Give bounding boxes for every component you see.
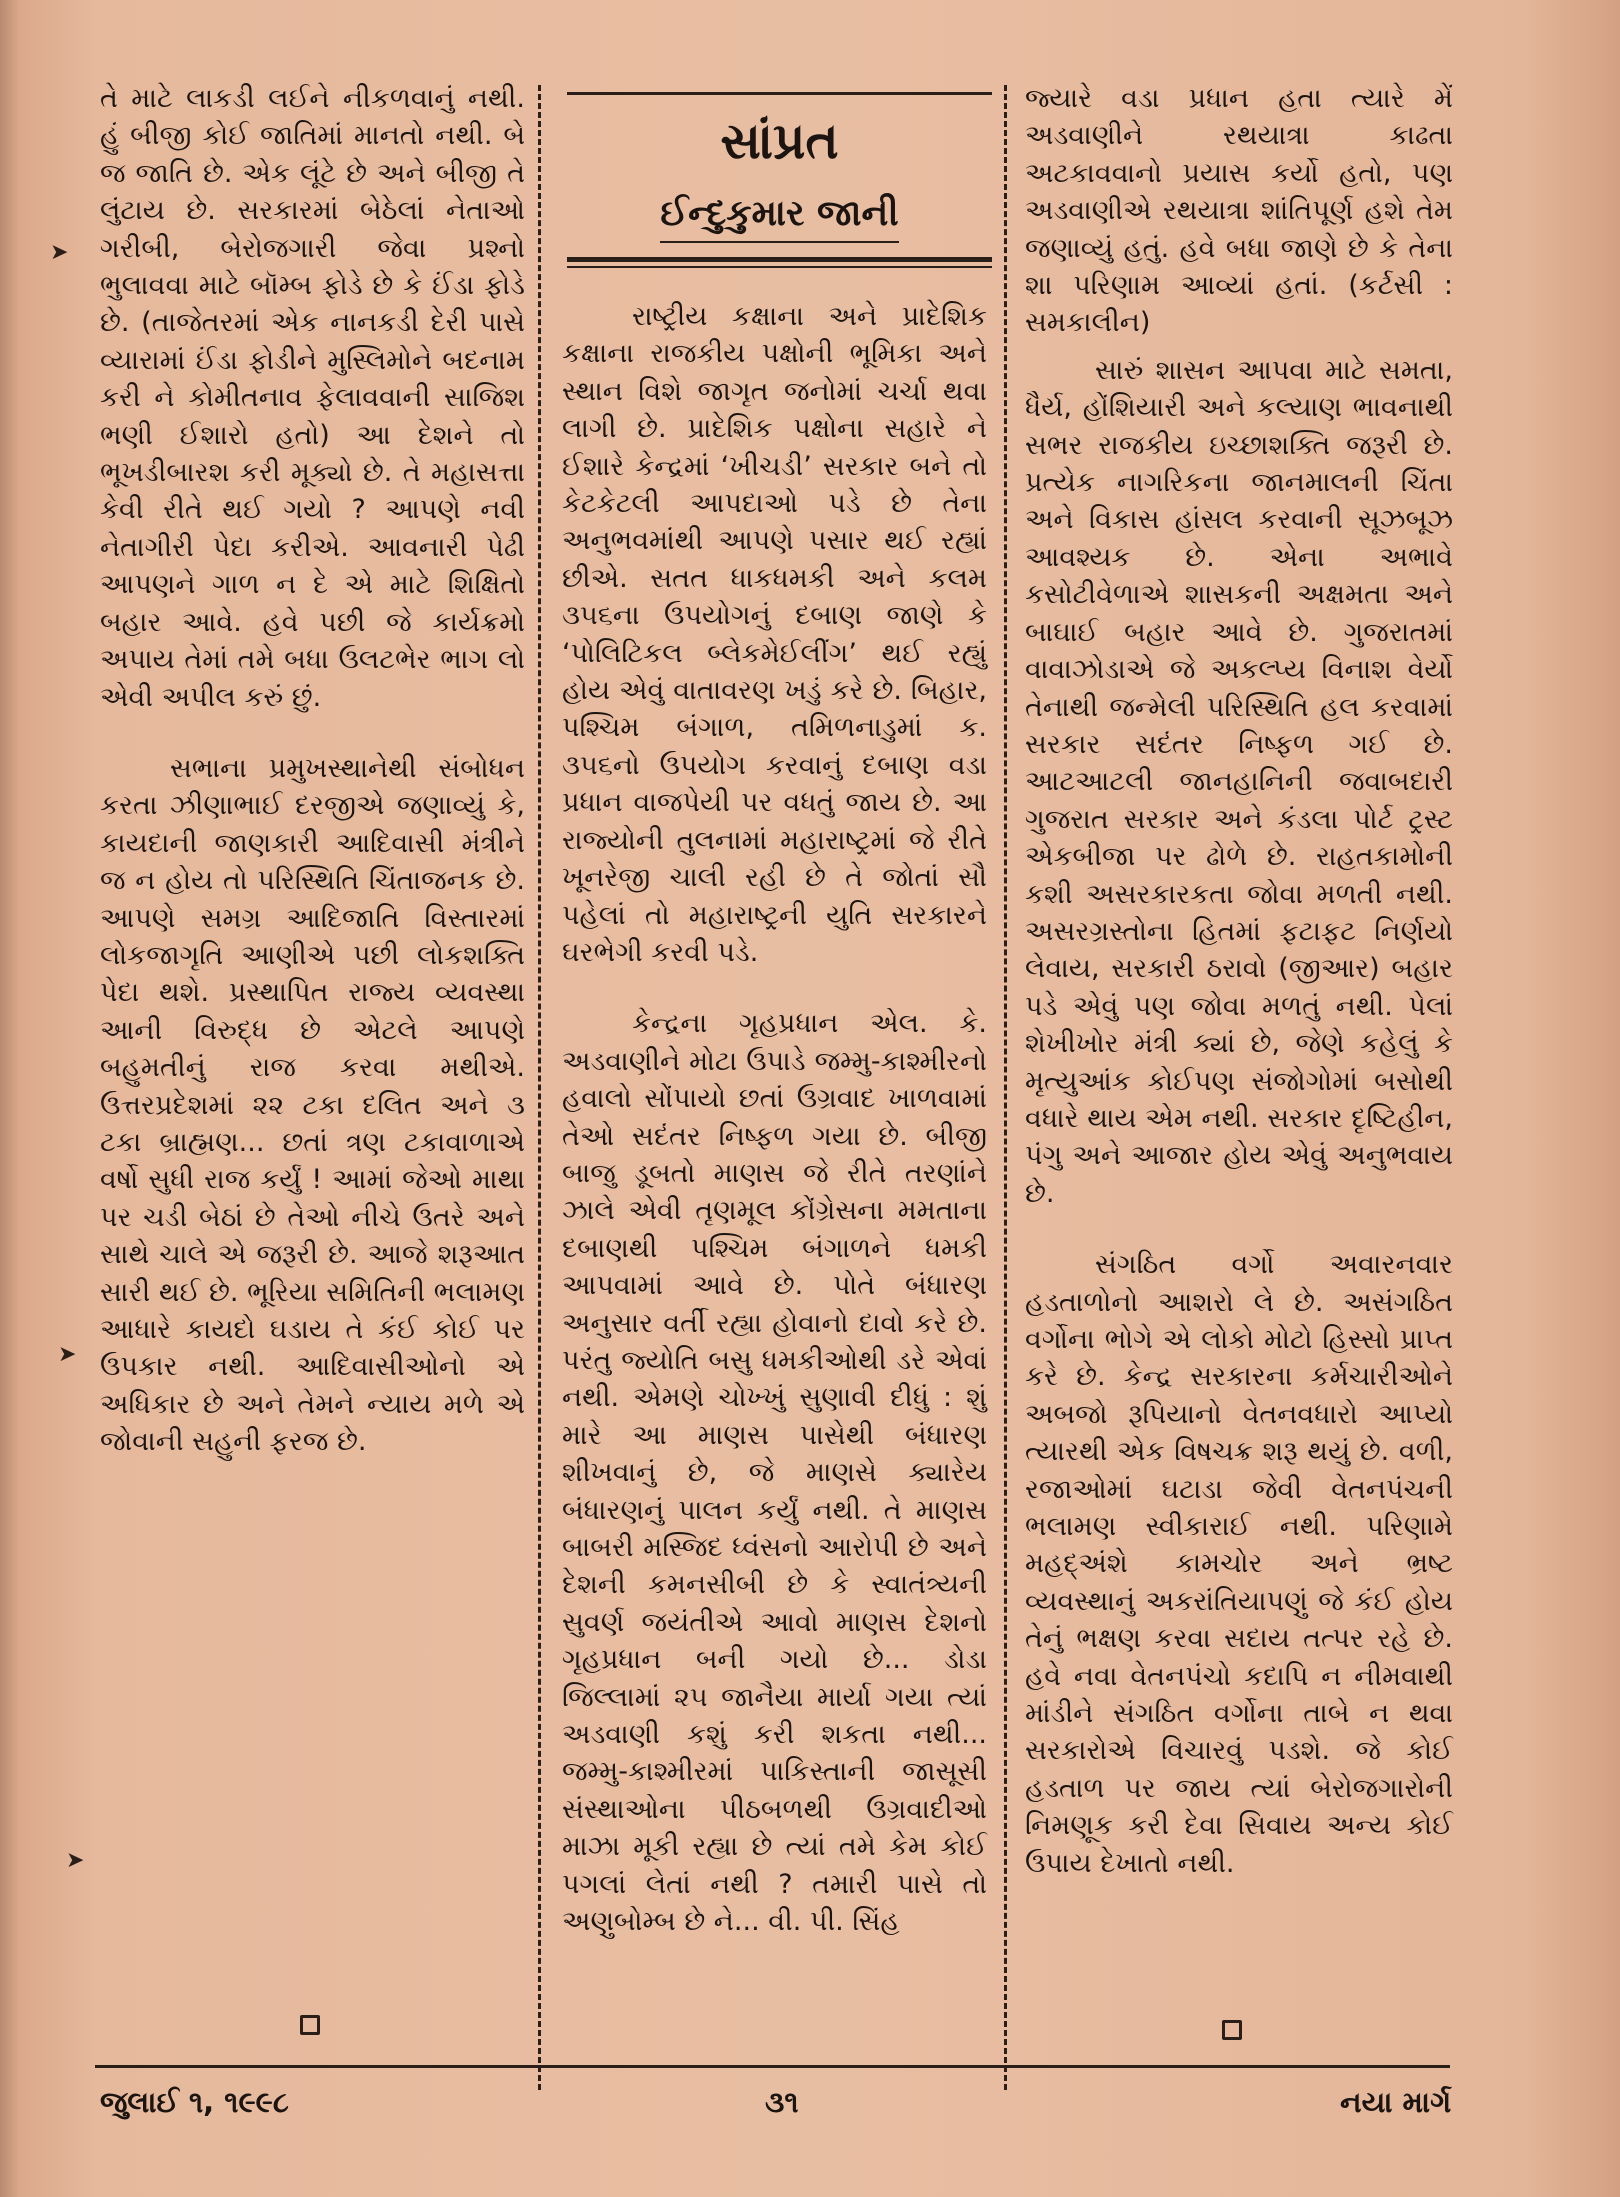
col2-paragraph-1: રાષ્ટ્રીય કક્ષાના અને પ્રાદેશિક કક્ષાના રાજકીય પક્ષોની ભૂમિકા અને સ્થાન વિશે જાગૃત જનોમાં ચર્ચા થવા લાગી છે. પ્રાદેશિક પક્ષોના સહારે ને ઈશારે કેન્દ્રમાં ‘ખીચડી’ સરકાર બને તો કેટકેટલી આપદાઓ પડે છે તેના અનુભવમાંથી આપણે પસાર થઈ રહ્યાં છીએ. સતત ધાકધમકી અને કલમ ૩૫૬ના ઉપયોગનું દબાણ જાણે કે ‘પોલિટિકલ બ્લેકમેઈલીંગ’ થઈ રહ્યું હોય એવું વાતાવરણ ખડું કરે છે. બિહાર, પશ્ચિમ બંગાળ, તમિળનાડુમાં ક. ૩૫૬નો ઉપયોગ કરવાનું દબાણ વડા પ્રધાન વાજપેયી પર વધતું જાય છે. આ રાજ્યોની તુલનામાં મહારાષ્ટ્રમાં જે રીતે ખૂનરેજી ચાલી રહી છે તે જોતાં સૌ પહેલાં તો મહારાષ્ટ્રની યુતિ સરકારને ઘરભેગી કરવી પડે. (562, 301, 987, 968)
margin-arrow-icon: ➤ (66, 1848, 85, 1873)
page-left-edge (0, 0, 18, 2197)
column-1 (100, 80, 525, 1461)
article-end-square-icon (1222, 2020, 1242, 2040)
column-title: સાંપ્રત (720, 112, 839, 170)
masthead-rule (567, 257, 992, 268)
author-name: ઈન્દુકુમાર જાની (660, 191, 898, 243)
page-number: ૩૧ (765, 2085, 799, 2119)
col3-paragraph-3: સંગઠિત વર્ગો અવારનવાર હડતાળોનો આશરો લે છે. અસંગઠિત વર્ગોના ભોગે એ લોકો મોટો હિસ્સો પ્રાપ્ત કરે છે. કેન્દ્ર સરકારના કર્મચારીઓને અબજો રૂપિયાનો વેતનવધારો આપ્યો ત્યારથી એક વિષચક્ર શરૂ થયું છે. વળી, રજાઓમાં ઘટાડા જેવી વેતનપંચની ભલામણ સ્વીકારાઈ નથી. પરિણામે મહદ્અંશે કામચોર અને ભ્રષ્ટ વ્યવસ્થાનું અકરાંતિયાપણું જે કંઈ હોય તેનું ભક્ષણ કરવા સદાય તત્પર રહે છે. હવે નવા વેતનપંચો કદાપિ ન નીમવાથી માંડીને સંગઠિત વર્ગોના તાબે ન થવા સરકારોએ વિચારવું પડશે. જે કોઈ હડતાળ પર જાય ત્યાં બેરોજગારોની નિમણૂક કરી દેવા સિવાય અન્ય કોઈ ઉપાય દેખાતો નથી. (1025, 1249, 1453, 1879)
column-divider-2 (1004, 85, 1007, 2090)
issue-date: જુલાઈ ૧, ૧૯૯૮ (100, 2085, 289, 2119)
column-masthead (567, 92, 992, 268)
col3-paragraph-1: જ્યારે વડા પ્રધાન હતા ત્યારે મેં અડવાણીને રથયાત્રા કાઢતા અટકાવવાનો પ્રયાસ કર્યો હતો, પણ અડવાણીએ રથયાત્રા શાંતિપૂર્ણ હશે તેમ જણાવ્યું હતું. હવે બધા જાણે છે કે તેના શા પરિણામ આવ્યાં હતાં. (કર્ટસી : સમકાલીન) (1025, 83, 1453, 339)
margin-arrow-icon: ➤ (50, 240, 69, 265)
col2-paragraph-2: કેન્દ્રના ગૃહપ્રધાન એલ. કે. અડવાણીને મોટા ઉપાડે જમ્મુ-કાશ્મીરનો હવાલો સોંપાયો છતાં ઉગ્રવાદ ખાળવામાં તેઓ સદંતર નિષ્ફળ ગયા છે. બીજી બાજુ ડૂબતો માણસ જે રીતે તરણાંને ઝાલે એવી તૃણમૂલ કોંગ્રેસના મમતાના દબાણથી પશ્ચિમ બંગાળને ધમકી આપવામાં આવે છે. પોતે બંધારણ અનુસાર વર્તી રહ્યા હોવાનો દાવો કરે છે. પરંતુ જ્યોતિ બસુ ધમકીઓથી ડરે એવાં નથી. એમણે ચોખ્ખું સુણાવી દીધું : શું મારે આ માણસ પાસેથી બંધારણ શીખવાનું છે, જે માણસે ક્યારેય બંધારણનું પાલન કર્યું નથી. તે માણસ બાબરી મસ્જિદ ધ્વંસનો આરોપી છે અને દેશની કમનસીબી છે કે સ્વાતંત્ર્યની સુવર્ણ જયંતીએ આવો માણસ દેશનો ગૃહપ્રધાન બની ગયો છે... ડોડા જિલ્લામાં ૨૫ જાનૈયા માર્યા ગયા ત્યાં અડવાણી કશું કરી શકતા નથી... જમ્મુ-કાશ્મીરમાં પાકિસ્તાની જાસૂસી સંસ્થાઓના પીઠબળથી ઉગ્રવાદીઓ માઝા મૂકી રહ્યા છે ત્યાં તમે કેમ કોઈ પગલાં લેતાં નથી ? તમારી પાસે તો અણુબોમ્બ છે ને... વી. પી. સિંહ (562, 1008, 987, 1938)
article-end-square-icon (300, 2015, 320, 2035)
margin-arrow-icon: ➤ (58, 1342, 77, 1367)
col1-paragraph-2: સભાના પ્રમુખસ્થાનેથી સંબોધન કરતા ઝીણાભાઈ દરજીએ જણાવ્યું કે, કાયદાની જાણકારી આદિવાસી મંત્રીને જ ન હોય તો પરિસ્થિતિ ચિંતાજનક છે. આપણે સમગ્ર આદિજાતિ વિસ્તારમાં લોકજાગૃતિ આણીએ પછી લોકશક્તિ પેદા થશે. પ્રસ્થાપિત રાજ્ય વ્યવસ્થા આની વિરુદ્ધ છે એટલે આપણે બહુમતીનું રાજ કરવા મથીએ. ઉત્તરપ્રદેશમાં ૨૨ ટકા દલિત અને ૩ ટકા બ્રાહ્મણ... છતાં ત્રણ ટકાવાળાએ વર્ષો સુધી રાજ કર્યું ! આમાં જેઓ માથા પર ચડી બેઠાં છે તેઓ નીચે ઉતરે અને સાથે ચાલે એ જરૂરી છે. આજે શરૂઆત સારી થઈ છે. ભૂરિયા સમિતિની ભલામણ આધારે કાયદો ઘડાય તે કંઈ કોઈ પર ઉપકાર નથી. આદિવાસીઓનો એ અધિકાર છે અને તેમને ન્યાય મળે એ જોવાની સહુની ફરજ છે. (100, 752, 525, 1458)
footer-rule (95, 2065, 1450, 2068)
col3-paragraph-2: સારું શાસન આપવા માટે સમતા, ધૈર્ય, હોંશિયારી અને કલ્યાણ ભાવનાથી સભર રાજકીય ઇચ્છાશક્તિ જરૂરી છે. પ્રત્યેક નાગરિકના જાનમાલની ચિંતા અને વિકાસ હાંસલ કરવાની સૂઝબૂઝ આવશ્યક છે. એના અભાવે કસોટીવેળાએ શાસકની અક્ષમતા અને બાઘાઈ બહાર આવે છે. ગુજરાતમાં વાવાઝોડાએ જે અકલ્પ્ય વિનાશ વેર્યો તેનાથી જન્મેલી પરિસ્થિતિ હલ કરવામાં સરકાર સદંતર નિષ્ફળ ગઈ છે. આટઆટલી જાનહાનિની જવાબદારી ગુજરાત સરકાર અને કંડલા પોર્ટ ટ્રસ્ટ એકબીજા પર ઢોળે છે. રાહતકામોની કશી અસરકારકતા જોવા મળતી નથી. અસરગ્રસ્તોના હિતમાં ફટાફટ નિર્ણયો લેવાય, સરકારી ઠરાવો (જીઆર) બહાર પડે એવું પણ જોવા મળતું નથી. પેલાં શેખીખોર મંત્રી ક્યાં છે, જેણે કહેલું કે મૃત્યુઆંક કોઈપણ સંજોગોમાં બસોથી વધારે થાય એમ નથી. સરકાર દૃષ્ટિહીન, પંગુ અને આજાર હોય એવું અનુભવાય છે. (1025, 354, 1453, 1209)
column-divider-1 (538, 85, 541, 2090)
column-3 (1025, 80, 1453, 1882)
column-2 (562, 298, 987, 1940)
magazine-name: નયા માર્ગ (1340, 2085, 1452, 2119)
col1-paragraph-1: તે માટે લાકડી લઈને નીકળવાનું નથી. હું બીજી કોઈ જાતિમાં માનતો નથી. બે જ જાતિ છે. એક લૂંટે છે અને બીજી તે લુંટાય છે. સરકારમાં બેઠેલાં નેતાઓ ગરીબી, બેરોજગારી જેવા પ્રશ્નો ભુલાવવા માટે બૉમ્બ ફોડે છે કે ઈંડા ફોડે છે. (તાજેતરમાં એક નાનકડી દેરી પાસે વ્યારામાં ઈંડા ફોડીને મુસ્લિમોને બદનામ કરી ને કોમીતનાવ ફેલાવવાની સાજિશ ભણી ઈશારો હતો) આ દેશને તો ભૂખડીબારશ કરી મૂક્યો છે. તે મહાસત્તા કેવી રીતે થઈ ગયો ? આપણે નવી નેતાગીરી પેદા કરીએ. આવનારી પેઢી આપણને ગાળ ન દે એ માટે શિક્ષિતો બહાર આવે. હવે પછી જે કાર્યક્રમો અપાય તેમાં તમે બધા ઉલટભેર ભાગ લો એવી અપીલ કરું છું. (100, 83, 525, 713)
